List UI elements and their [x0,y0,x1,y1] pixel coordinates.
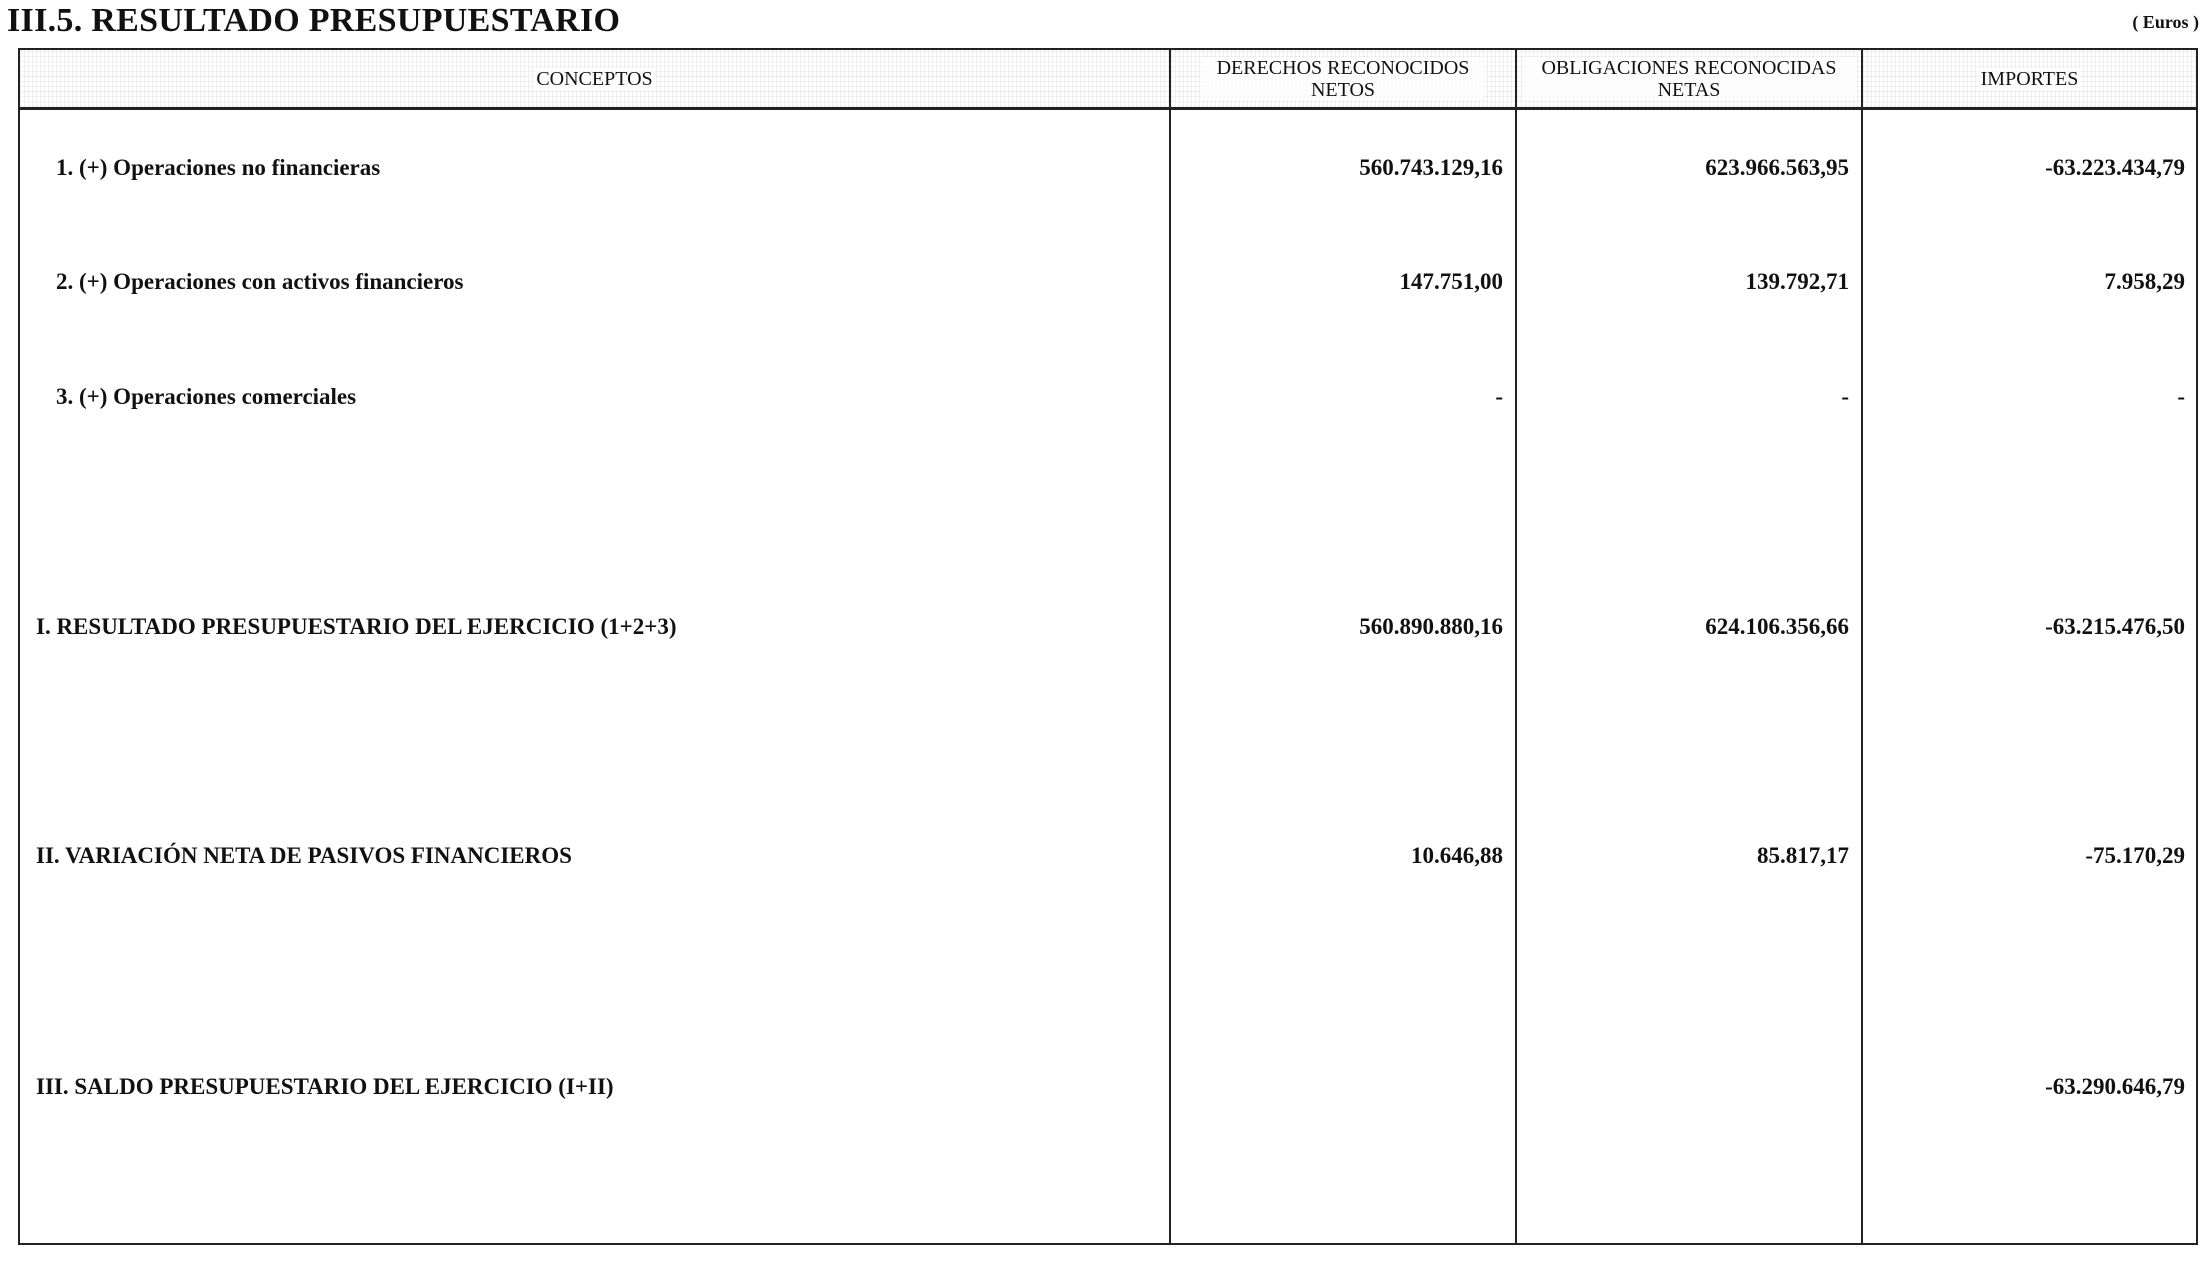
row-label: 2. (+) Operaciones con activos financieros [56,269,464,294]
row-importes-value: -75.170,29 [2085,843,2185,868]
row-obligaciones-value: - [1841,384,1849,409]
column-divider [1861,50,1863,1243]
row-label: 1. (+) Operaciones no financieras [56,155,381,180]
row-obligaciones-value: 139.792,71 [1745,269,1849,294]
table-row-total [20,839,2196,873]
header-derechos [1171,50,1515,107]
header-obligaciones-label: OBLIGACIONES RECONOCIDAS NETAS [1522,57,1856,101]
header-derechos-label: DERECHOS RECONOCIDOS NETOS [1201,57,1485,101]
row-label: I. RESULTADO PRESUPUESTARIO DEL EJERCICIO (1+2+3) [36,614,677,639]
row-derechos-value [1171,1070,1503,1104]
row-obligaciones-value: 624.106.356,66 [1705,614,1849,639]
row-importes-value: -63.223.434,79 [2045,155,2185,180]
page-title: III.5. RESULTADO PRESUPUESTARIO [7,2,621,39]
header-importes-label: IMPORTES [1980,67,2079,90]
row-derechos-value: 147.751,00 [1399,269,1503,294]
row-label: II. VARIACIÓN NETA DE PASIVOS FINANCIEROS [36,843,572,868]
header-conceptos [20,50,1169,107]
table-row-total [20,610,2196,644]
table-row-total [20,1070,2196,1104]
row-obligaciones-value: 85.817,17 [1757,843,1849,868]
table-row [20,265,2196,299]
budget-result-table [18,48,2198,1245]
column-divider [1169,50,1171,1243]
row-derechos-value: 10.646,88 [1411,843,1503,868]
row-derechos-value: 560.743.129,16 [1359,155,1503,180]
column-divider [1515,50,1517,1243]
currency-unit-label: ( Euros ) [2132,12,2199,32]
row-obligaciones-value: 623.966.563,95 [1705,155,1849,180]
row-obligaciones-value [1517,1070,1849,1104]
row-importes-value: -63.215.476,50 [2045,614,2185,639]
row-label: III. SALDO PRESUPUESTARIO DEL EJERCICIO (I+II) [36,1074,614,1099]
row-derechos-value: 560.890.880,16 [1359,614,1503,639]
row-importes-value: -63.290.646,79 [2045,1074,2185,1099]
table-row [20,380,2196,414]
row-importes-value: - [2177,384,2185,409]
header-conceptos-label: CONCEPTOS [536,67,653,90]
header-obligaciones [1517,50,1861,107]
row-importes-value: 7.958,29 [2104,269,2185,294]
row-label: 3. (+) Operaciones comerciales [56,384,357,409]
table-row [20,151,2196,185]
table-header [20,50,2196,110]
header-importes [1863,50,2196,107]
row-derechos-value: - [1495,384,1503,409]
